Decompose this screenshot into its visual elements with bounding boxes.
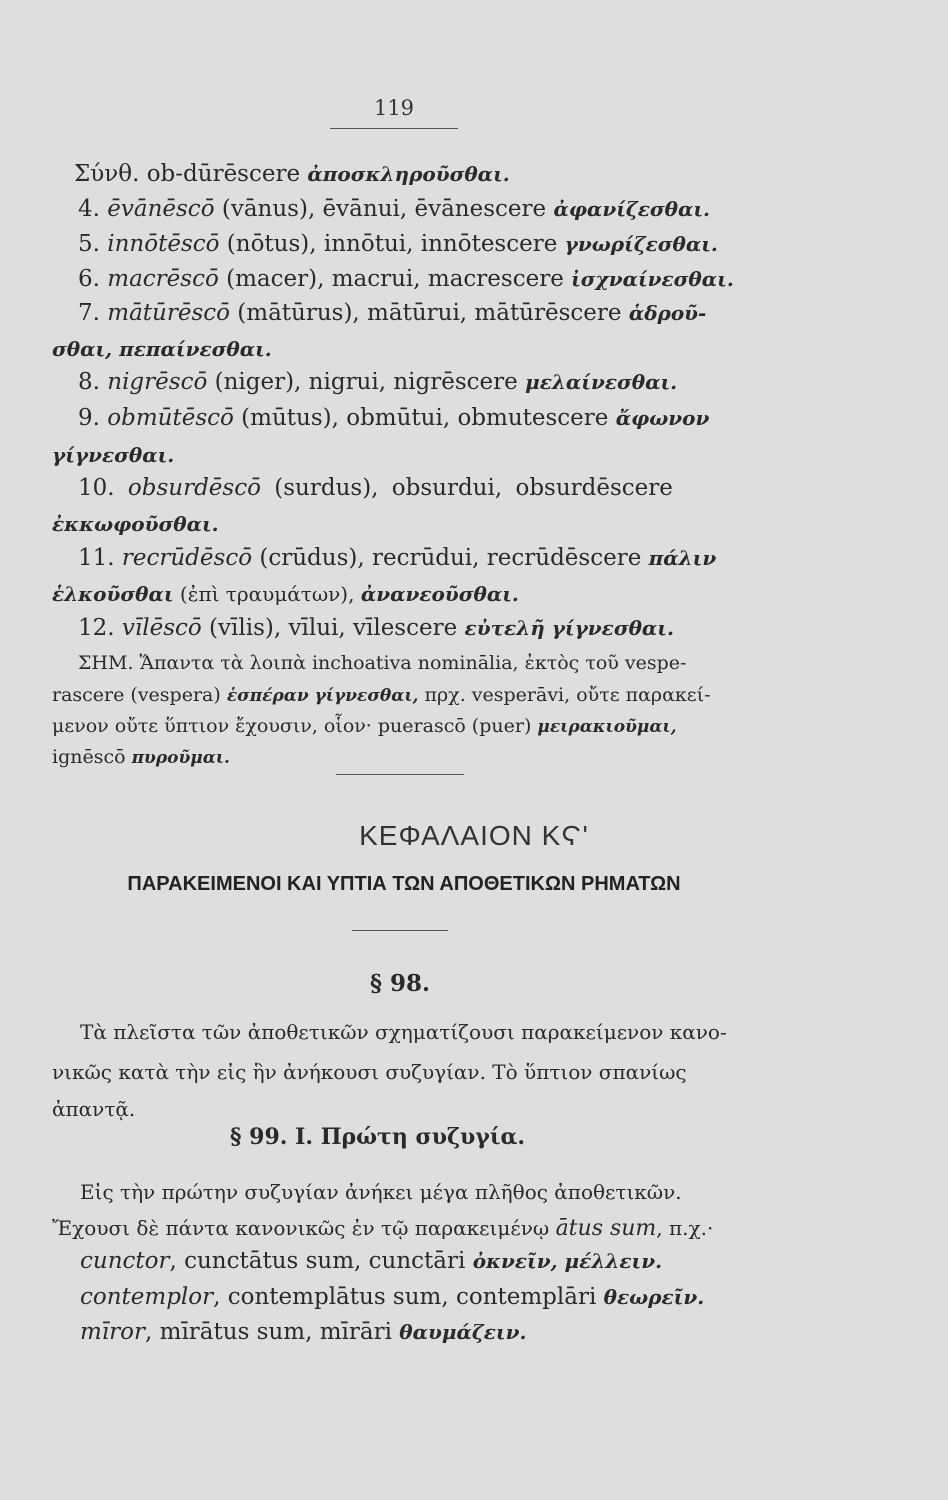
greek-gloss: εὐτελῆ γίγνεσθαι. xyxy=(464,616,674,640)
greek-gloss: ἰσχναίνεσθαι. xyxy=(571,267,734,291)
text-line xyxy=(74,163,510,186)
text-span: ΣΗΜ. Ἅπαντα τὰ λοιπὰ inchoativa nominālia, ἐκτὸς τοῦ vespe- xyxy=(78,652,687,674)
item-number: 7. xyxy=(78,300,108,326)
text-line xyxy=(78,302,706,325)
note-line xyxy=(52,717,677,736)
text-span: (vānus), ēvānui, ēvānescere xyxy=(214,196,554,222)
text-span: (mātūrus), mātūrui, mātūrēscere xyxy=(229,300,629,326)
greek-gloss: γίγνεσθαι. xyxy=(52,443,175,467)
latin-headword: ēvānēscō xyxy=(107,196,215,222)
greek-gloss: ἑλκοῦσθαι xyxy=(52,582,174,606)
text-line xyxy=(78,407,709,430)
text-span: (surdus), obsurdui, obsurdēscere xyxy=(260,475,673,501)
latin-headword: innōtēscō xyxy=(107,231,220,257)
greek-gloss: ἀνανεοῦσθαι. xyxy=(360,582,519,606)
latin-headword: cunctor xyxy=(80,1248,170,1274)
page-number: 119 xyxy=(373,96,415,120)
latin-headword: vīlēscō xyxy=(121,615,202,641)
paragraph-line xyxy=(52,1099,135,1119)
text-span: (vīlis), vīlui, vīlescere xyxy=(201,615,465,641)
text-span: πρχ. vesperāvi, οὔτε παρακεί- xyxy=(418,684,711,706)
greek-gloss: θεωρεῖν. xyxy=(603,1285,705,1309)
text-span: νικῶς κατὰ τὴν εἰς ἣν ἀνήκουσι συζυγίαν. Τὸ ὕπτιον σπανίως xyxy=(52,1060,687,1084)
greek-gloss: σθαι, πεπαίνεσθαι. xyxy=(52,337,272,361)
text-line xyxy=(52,338,272,361)
item-number: 12. xyxy=(78,615,122,641)
item-number: 9. xyxy=(78,405,108,431)
chapter-title: ΚΕΦΑΛΑΙΟΝ ΚϚ' xyxy=(359,820,589,851)
text-span: Σύνθ. ob-dūrēscere xyxy=(74,161,308,187)
greek-gloss: πάλιν xyxy=(648,546,717,570)
greek-gloss: ἁδροῦ- xyxy=(628,301,707,325)
paragraph-line xyxy=(80,1022,727,1042)
greek-gloss: μειρακιοῦμαι, xyxy=(537,717,677,737)
text-span: Ἔχουσι δὲ πάντα κανονικῶς ἐν τῷ παρακειμένῳ xyxy=(52,1216,556,1240)
latin-headword: mīror xyxy=(80,1319,146,1345)
greek-gloss: ὀκνεῖν, μέλλειν. xyxy=(472,1249,663,1273)
greek-gloss: ἀποσκληροῦσθαι. xyxy=(307,162,510,186)
item-number: 6. xyxy=(78,266,108,292)
note-line xyxy=(52,686,711,705)
text-span: (macer), macrui, macrescere xyxy=(218,266,572,292)
text-line xyxy=(78,617,674,640)
paragraph-line xyxy=(80,1182,682,1202)
note-line xyxy=(52,748,230,767)
text-span: (crūdus), recrūdui, recrūdēscere xyxy=(252,545,649,571)
text-line xyxy=(52,444,174,467)
note-line xyxy=(78,654,686,673)
item-number: 10. xyxy=(78,475,128,501)
latin-term: ātus sum xyxy=(555,1216,657,1241)
text-line xyxy=(52,513,219,536)
text-line xyxy=(78,371,677,394)
text-line xyxy=(78,547,716,570)
latin-headword: nigrēscō xyxy=(107,369,208,395)
paragraph-line xyxy=(52,1218,713,1240)
example-line xyxy=(80,1321,526,1344)
text-span: (mūtus), obmūtui, obmutescere xyxy=(233,405,616,431)
latin-headword: obmūtēscō xyxy=(107,405,234,431)
text-line xyxy=(52,583,519,606)
page-number-rule xyxy=(330,128,458,129)
text-line xyxy=(78,477,673,500)
text-line xyxy=(78,268,734,291)
text-line xyxy=(78,233,718,256)
greek-gloss: μελαίνεσθαι. xyxy=(525,370,678,394)
section-heading: § 99. I. Πρώτη συζυγία. xyxy=(230,1124,526,1150)
chapter-subtitle: ΠΑΡΑΚΕΙΜΕΝΟΙ ΚΑΙ ΥΠΤΙΑ ΤΩΝ ΑΠΟΘΕΤΙΚΩΝ ΡΗΜΑΤΩΝ xyxy=(127,873,681,895)
latin-headword: mātūrēscō xyxy=(107,300,230,326)
greek-gloss: ἄφωνον xyxy=(615,406,710,430)
text-span: (ἐπὶ τραυμάτων), xyxy=(173,582,361,606)
item-number: 5. xyxy=(78,231,108,257)
item-number: 4. xyxy=(78,196,108,222)
latin-headword: obsurdēscō xyxy=(127,475,261,501)
section-heading: § 98. xyxy=(370,970,431,997)
latin-headword: recrūdēscō xyxy=(121,545,253,571)
text-span: Εἰς τὴν πρώτην συζυγίαν ἀνήκει μέγα πλῆθος ἀποθετικῶν. xyxy=(80,1180,682,1204)
text-span: ignēscō xyxy=(52,746,132,768)
greek-gloss: ἑσπέραν γίγνεσθαι, xyxy=(226,686,419,706)
greek-gloss: ἀφανίζεσθαι. xyxy=(553,197,710,221)
greek-gloss: γνωρίζεσθαι. xyxy=(564,232,718,256)
text-span: rascere (vespera) xyxy=(52,684,227,706)
example-line xyxy=(80,1250,662,1273)
text-span: Τὰ πλεῖστα τῶν ἀποθετικῶν σχηματίζουσι παρακείμενον κανο- xyxy=(80,1020,727,1044)
paragraph-line xyxy=(52,1062,687,1082)
text-span: (nōtus), innōtui, innōtescere xyxy=(219,231,565,257)
latin-headword: contemplor xyxy=(80,1284,214,1310)
greek-gloss: θαυμάζειν. xyxy=(399,1320,527,1344)
example-line xyxy=(80,1286,704,1309)
text-span: ἀπαντᾷ. xyxy=(52,1097,136,1121)
section-divider xyxy=(352,930,448,931)
text-span: (niger), nigrui, nigrēscere xyxy=(207,369,526,395)
text-span: , π.χ.· xyxy=(656,1216,714,1240)
latin-headword: macrēscō xyxy=(107,266,219,292)
item-number: 8. xyxy=(78,369,108,395)
item-number: 11. xyxy=(78,545,122,571)
text-span: , mīrātus sum, mīrāri xyxy=(145,1319,400,1345)
section-divider xyxy=(336,774,464,775)
text-span: μενον οὔτε ὕπτιον ἔχουσιν, οἷον· puerascō (puer) xyxy=(52,715,538,737)
text-span: , cunctātus sum, cunctāri xyxy=(169,1248,473,1274)
greek-gloss: πυροῦμαι. xyxy=(131,748,230,768)
text-line xyxy=(78,198,710,221)
text-span: , contemplātus sum, contemplāri xyxy=(213,1284,604,1310)
greek-gloss: ἐκκωφοῦσθαι. xyxy=(52,512,219,536)
